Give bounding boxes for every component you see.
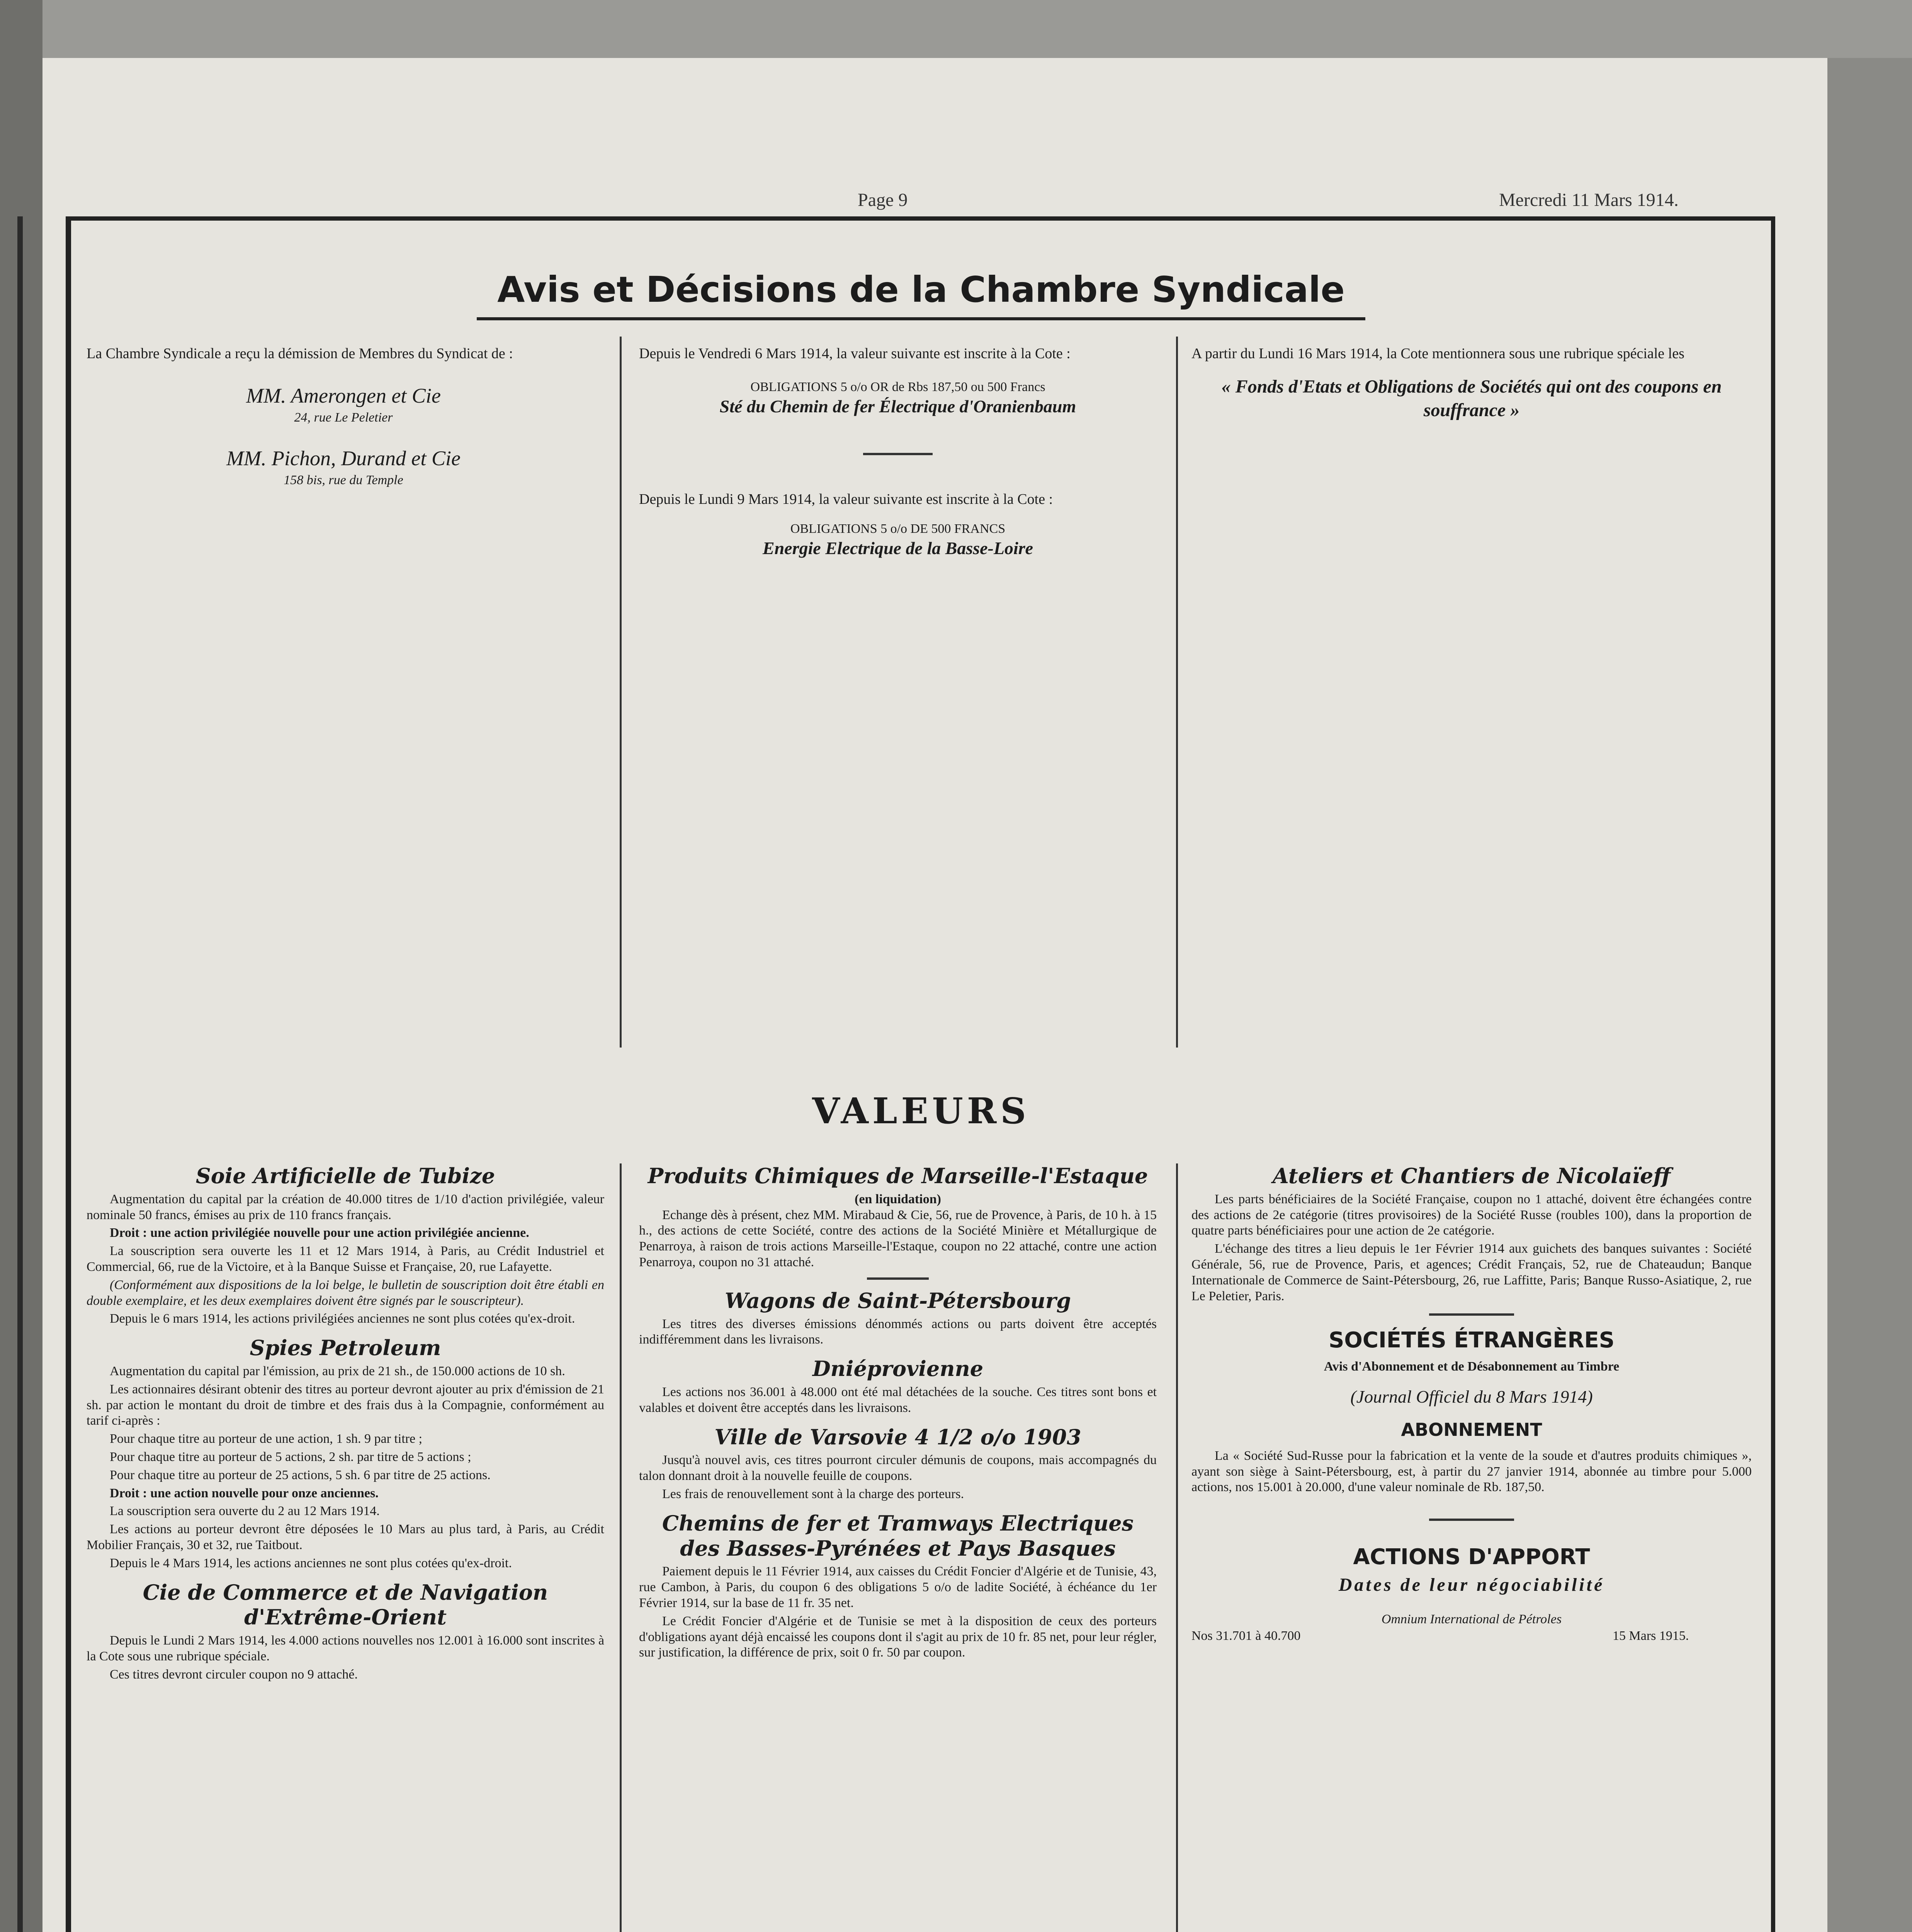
- wagons-p2: Les titres des diverses émissions dénommés actions ou parts doivent être acceptés indifféremment dans les livraisons.: [639, 1316, 1157, 1347]
- eo-p16: Ces titres devront circuler coupon no 9 attaché.: [110, 1667, 358, 1682]
- tubize-p1: Augmentation du capital par la création de 40.000 titres de 1/10 d'action privilégiée, valeur nominale 50 francs, émises au prix de 110 francs français.: [87, 1192, 604, 1222]
- scan-binding-edge: [0, 0, 42, 1932]
- spies-p11: Droit : une action nouvelle pour onze anciennes.: [110, 1486, 379, 1500]
- dniep-p3: Les actions nos 36.001 à 48.000 ont été mal détachées de la souche. Ces titres sont bons et valables et doivent être acceptés dans les livraisons.: [639, 1384, 1157, 1415]
- valeurs-column-1: [87, 1163, 604, 1685]
- tubize-p3: La souscription sera ouverte les 11 et 12 Mars 1914, à Paris, au Crédit Industriel et Commercial, 66, rue de la Victoire, et à la Banque Suisse et Française, 20, rue Lafayette.: [87, 1244, 604, 1274]
- demission-intro: La Chambre Syndicale a reçu la démission de Membres du Syndicat de :: [87, 345, 513, 362]
- page-number: Page 9: [858, 190, 908, 210]
- syndicale-column-3: [1191, 344, 1752, 422]
- tubize-p4: (Conformément aux dispositions de la loi belge, le bulletin de souscription doit être établi en double exemplaire, et les deux exemplaires doivent être signés par le souscripteur).: [87, 1277, 604, 1308]
- varsovie-p5: Les frais de renouvellement sont à la charge des porteurs.: [662, 1486, 964, 1501]
- member-1-address: 24, rue Le Peletier: [294, 410, 393, 425]
- heading-spies: Spies Petroleum: [250, 1335, 441, 1361]
- column-rule: [1176, 337, 1178, 1048]
- section-title-syndicale: Avis et Décisions de la Chambre Syndicale: [497, 269, 1345, 310]
- heading-abonnement: ABONNEMENT: [1401, 1419, 1542, 1440]
- separator: [1429, 1313, 1514, 1316]
- spies-p14: Depuis le 4 Mars 1914, les actions anciennes ne sont plus cotées qu'ex-droit.: [110, 1556, 512, 1570]
- heading-basses-pyrenees: Chemins de fer et Tramways Electriques des Basses-Pyrénées et Pays Basques: [662, 1510, 1134, 1561]
- syndicale-column-2: [639, 344, 1157, 560]
- pyrenees-p6: Paiement depuis le 11 Février 1914, aux caisses du Crédit Foncier d'Algérie et de Tunisie, 43, rue Cambon, à Paris, du coupon 6 des obligations 5 o/o de ladite Société, à échéance du 1er Février 1914, sur la base de 11 fr. 35 net.: [639, 1564, 1157, 1610]
- varsovie-p4: Jusqu'à nouvel avis, ces titres pourront circuler démunis de coupons, mais accompagnés du talon donnant droit à la nouvelle feuille de coupons.: [639, 1453, 1157, 1483]
- heading-varsovie: Ville de Varsovie 4 1/2 o/o 1903: [714, 1424, 1081, 1449]
- separator: [1429, 1519, 1514, 1521]
- company-basse-loire: Energie Electrique de la Basse-Loire: [762, 538, 1033, 558]
- spies-p12: La souscription sera ouverte du 2 au 12 Mars 1914.: [110, 1504, 380, 1519]
- page-frame: [66, 216, 1775, 1932]
- spies-p9: Pour chaque titre au porteur de 5 actions, 2 sh. par titre de 5 actions ;: [110, 1449, 471, 1464]
- valeurs-column-3: [1191, 1163, 1752, 1645]
- negociabilite: Dates de leur négociabilité: [1338, 1575, 1605, 1595]
- avis-abonnement: Avis d'Abonnement et de Désabonnement au Timbre: [1324, 1359, 1620, 1374]
- nicolaieff-p2: L'échange des titres a lieu depuis le 1er Février 1914 aux guichets des banques suivantes : Société Générale, 56, rue de Provence, Paris, et agences; Crédit Français, 52, rue de Chateaudun; Banque Internationale de Commerce de Saint-Pétersbourg, 26, rue Laffitte, Paris; Banque Russo-Asiatique, 2, rue Le Peletier, Paris.: [1191, 1242, 1752, 1303]
- syndicale-column-1: [87, 344, 600, 489]
- valeurs-column-2: [639, 1163, 1157, 1663]
- title-underline: [477, 317, 1365, 320]
- omnium-name: Omnium International de Pétroles: [1381, 1612, 1562, 1626]
- column-rule: [1176, 1163, 1178, 1932]
- nicolaieff-p1: Les parts bénéficiaires de la Société Française, coupon no 1 attaché, doivent être échangées contre des actions de 2e catégorie (titres provisoires) de la Société Russe (roubles 100), dans la proportion de quatre parts bénéficiaires pour une action de 2e catégorie.: [1191, 1192, 1752, 1238]
- estaque-p1: Echange dès à présent, chez MM. Mirabaud & Cie, 56, rue de Provence, à Paris, de 10 h. à 15 h., des actions de cette Société, contre des actions de la Société Minière et Métallurgique de Penarroya, à raison de trois actions Marseille-l'Estaque, coupon no 22 attaché, contre une action Penarroya, coupon no 31 attaché.: [639, 1208, 1157, 1269]
- scan-right-margin: [1827, 58, 1912, 1932]
- spies-p8: Pour chaque titre au porteur de une action, 1 sh. 9 par titre ;: [110, 1432, 423, 1446]
- obligations-1: OBLIGATIONS 5 o/o OR de Rbs 187,50 ou 500 Francs: [750, 379, 1045, 394]
- heading-dnieprovienne: Dniéprovienne: [812, 1356, 984, 1381]
- tubize-p5: Depuis le 6 mars 1914, les actions privilégiées anciennes ne sont plus cotées qu'ex-droit.: [110, 1311, 575, 1326]
- spies-p13: Les actions au porteur devront être déposées le 10 Mars au plus tard, à Paris, au Crédit Mobilier Français, 30 et 32, rue Taitbout.: [87, 1522, 604, 1552]
- rubrique-title: « Fonds d'Etats et Obligations de Sociétés qui ont des coupons en souffrance »: [1221, 376, 1722, 421]
- heading-estaque: Produits Chimiques de Marseille-l'Estaque: [648, 1163, 1148, 1188]
- heading-actions-apport: ACTIONS D'APPORT: [1353, 1544, 1590, 1570]
- spies-p10: Pour chaque titre au porteur de 25 actions, 5 sh. 6 par titre de 25 actions.: [110, 1468, 491, 1482]
- heading-nicolaieff: Ateliers et Chantiers de Nicolaïeff: [1272, 1163, 1671, 1188]
- heading-societes-etrangeres: SOCIÉTÉS ÉTRANGÈRES: [1328, 1328, 1615, 1353]
- omnium-row: Nos 31.701 à 40.700 15 Mars 1915.: [1191, 1628, 1689, 1643]
- member-2-address: 158 bis, rue du Temple: [284, 473, 403, 488]
- page-date: Mercredi 11 Mars 1914.: [1499, 190, 1679, 210]
- spies-p7: Les actionnaires désirant obtenir des titres au porteur devront ajouter au prix d'émission de 21 sh. par action le montant du droit de timbre et des frais dus à la Compagnie, conformément au tarif ci-après :: [87, 1382, 604, 1428]
- rubrique-intro: A partir du Lundi 16 Mars 1914, la Cote mentionnera sous une rubrique spéciale les: [1191, 345, 1684, 362]
- journal-officiel: (Journal Officiel du 8 Mars 1914): [1350, 1387, 1593, 1407]
- column-rule: [620, 1163, 622, 1932]
- binding-shadow-line: [17, 216, 23, 1932]
- member-2-name: MM. Pichon, Durand et Cie: [226, 447, 461, 470]
- eo-p15: Depuis le Lundi 2 Mars 1914, les 4.000 actions nouvelles nos 12.001 à 16.000 sont inscrites à la Cote sous une rubrique spéciale.: [87, 1633, 604, 1663]
- spies-p6: Augmentation du capital par l'émission, au prix de 21 sh., de 150.000 actions de 10 sh.: [110, 1364, 565, 1378]
- separator: [863, 453, 933, 455]
- obligations-2: OBLIGATIONS 5 o/o DE 500 FRANCS: [790, 521, 1006, 536]
- company-oranienbaum: Sté du Chemin de fer Électrique d'Oranienbaum: [719, 396, 1076, 417]
- heading-extreme-orient: Cie de Commerce et de Navigation d'Extrême-Orient: [143, 1580, 548, 1630]
- scan-top-margin: [42, 0, 1912, 58]
- pyrenees-p7: Le Crédit Foncier d'Algérie et de Tunisie se met à la disposition de ceux des porteurs d'obligations ayant déjà encaissé les coupons dont il s'agit au prix de 10 fr. 85 net, pour leur régler, sur justification, la différence de prix, soit 0 fr. 50 par coupon.: [639, 1614, 1157, 1660]
- separator: [867, 1277, 929, 1280]
- estaque-liquidation: (en liquidation): [855, 1192, 941, 1206]
- heading-wagons: Wagons de Saint-Pétersbourg: [724, 1288, 1071, 1313]
- member-1-name: MM. Amerongen et Cie: [246, 384, 441, 407]
- column-rule: [620, 337, 622, 1048]
- section-title-valeurs: VALEURS: [812, 1090, 1030, 1132]
- heading-tubize: Soie Artificielle de Tubize: [195, 1163, 495, 1188]
- tubize-p2: Droit : une action privilégiée nouvelle pour une action privilégiée ancienne.: [110, 1226, 529, 1240]
- inscription-intro-2: Depuis le Lundi 9 Mars 1914, la valeur suivante est inscrite à la Cote :: [639, 491, 1053, 508]
- sud-russe-p3: La « Société Sud-Russe pour la fabrication et la vente de la soude et d'autres produits chimiques », ayant son siège à Saint-Pétersbourg, est, à partir du 27 janvier 1914, abonnée au timbre pour 5.000 actions, nos 15.001 à 20.000, d'une valeur nominale de Rb. 187,50.: [1191, 1448, 1752, 1495]
- inscription-intro-1: Depuis le Vendredi 6 Mars 1914, la valeur suivante est inscrite à la Cote :: [639, 345, 1071, 362]
